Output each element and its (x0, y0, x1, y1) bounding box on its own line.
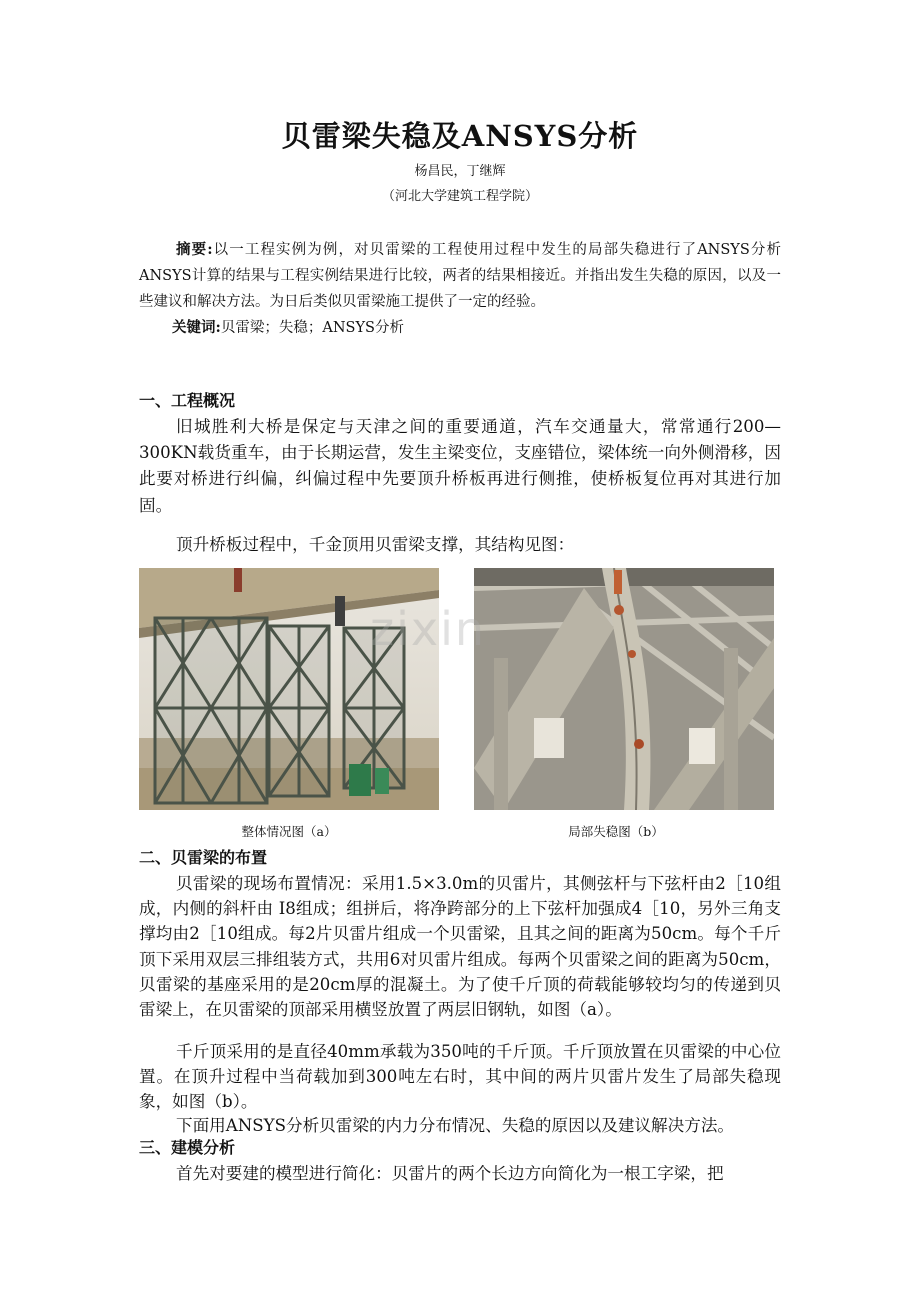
figure-b-caption: 局部失稳图（b） (568, 824, 664, 839)
keywords-label: 关键词: (172, 319, 221, 336)
section-2-paragraph-1: 贝雷梁的现场布置情况：采用1.5×3.0m的贝雷片，其侧弦杆与下弦杆由2［10组成，内侧的斜杆由 I8组成；组拼后，将净跨部分的上下弦杆加强成4［10，另外三角支撑均由2［10组成。每2片贝雷片组成一个贝雷梁，且其之间的距离为50cm。每个千斤顶下采用双层三排组装方式，共用6对贝雷片组成。每两个贝雷梁之间的距离为50cm，贝雷梁的基座采用的是20cm厚的混凝土。为了使千斤顶的荷载能够较均匀的传递到贝雷梁上，在贝雷梁的顶部采用横竖放置了两层旧钢轨，如图（a）。 (139, 874, 781, 1020)
paper-title: 贝雷梁失稳及ANSYS分析 (281, 119, 639, 153)
keywords-text: 贝雷梁；失稳；ANSYS分析 (220, 320, 404, 336)
section-1-paragraph-1: 旧城胜利大桥是保定与天津之间的重要通道，汽车交通量大，常常通行200—300KN载货重车，由于长期运营，发生主梁变位，支座错位，梁体统一向外侧滑移，因此要对桥进行纠偏，纠偏过程中先要顶升桥板再进行侧推，使桥板复位再对其进行加固。 (139, 417, 781, 515)
section-3-heading: 三、建模分析 (139, 1138, 236, 1157)
bailey-truss-local-buckling-image (474, 568, 774, 810)
section-1-paragraph-2: 顶升桥板过程中，千金顶用贝雷梁支撑，其结构见图： (176, 535, 575, 554)
section-3-paragraph-1: 首先对要建的模型进行简化：贝雷片的两个长边方向简化为一根工字梁，把 (176, 1164, 724, 1183)
abstract-label: 摘要: (176, 241, 213, 258)
abstract-text: 以一工程实例为例，对贝雷梁的工程使用过程中发生的局部失稳进行了ANSYS分析ANSYS计算的结果与工程实例结果进行比较，两者的结果相接近。并指出发生失稳的原因，以及一些建议和解决方法。为日后类似贝雷梁施工提供了一定的经验。 (139, 242, 781, 310)
figure-b-photo (474, 568, 774, 810)
watermark-text: zixin (370, 602, 487, 656)
paper-authors: 杨昌民，丁继辉 (414, 164, 506, 179)
section-2-paragraph-3: 下面用ANSYS分析贝雷梁的内力分布情况、失稳的原因以及建议解决方法。 (176, 1116, 735, 1135)
section-2-paragraph-2: 千斤顶采用的是直径40mm承载为350吨的千斤顶。千斤顶放置在贝雷梁的中心位置。在顶升过程中当荷载加到300吨左右时，其中间的两片贝雷片发生了局部失稳现象，如图（b）。 (139, 1042, 781, 1112)
paper-affiliation: （河北大学建筑工程学院） (381, 189, 538, 204)
abstract (139, 237, 781, 315)
keywords (172, 316, 782, 340)
figure-a-caption: 整体情况图（a） (241, 824, 337, 839)
section-1-heading: 一、工程概况 (139, 391, 236, 410)
section-2-heading: 二、贝雷梁的布置 (139, 848, 268, 867)
